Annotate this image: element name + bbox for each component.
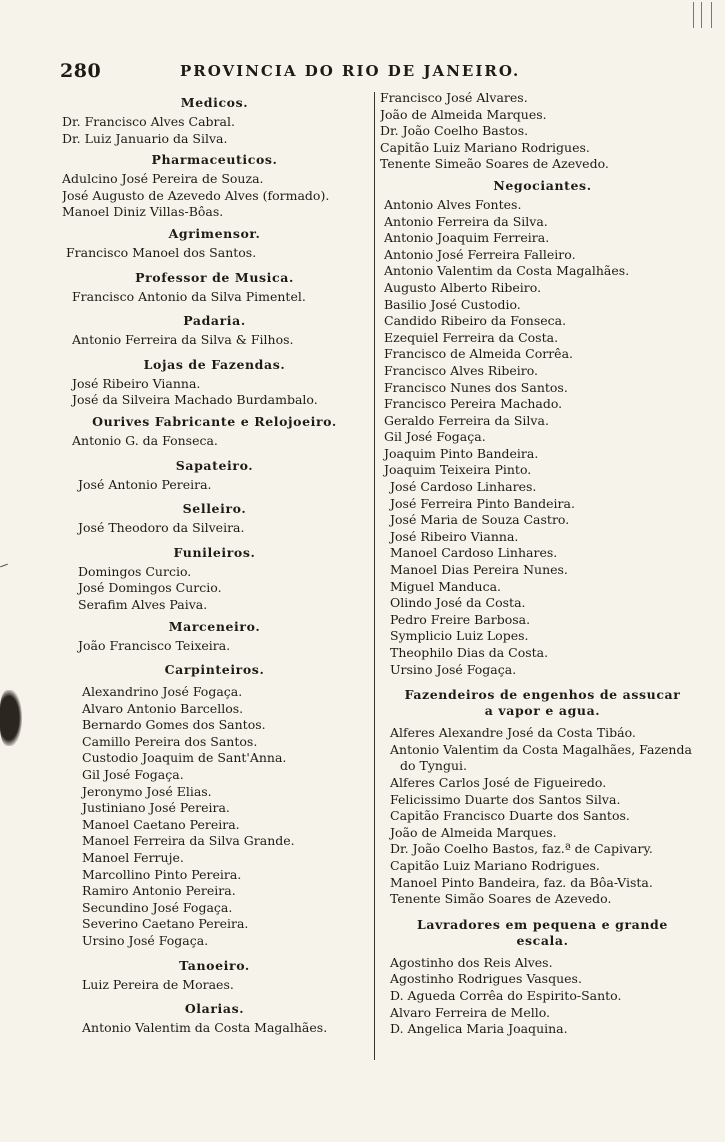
column-divider	[374, 92, 375, 1060]
section-selleiro	[62, 500, 367, 537]
list-item: Alferes Alexandre José da Costa Tibáo.	[390, 725, 636, 741]
section-heading: Carpinteiros.	[164, 662, 265, 678]
list-item: Antonio Joaquim Ferreira.	[384, 230, 550, 246]
list-item: Agostinho dos Reis Alves.	[390, 954, 553, 970]
section-pharmaceuticos	[62, 151, 367, 221]
list-item: Domingos Curcio.	[78, 563, 192, 579]
list-item: Manoel Cardoso Linhares.	[390, 545, 558, 561]
list-item: Manoel Dias Pereira Nunes.	[390, 562, 568, 578]
list-item: Dr. João Coelho Bastos, faz.ª de Capivary.	[390, 841, 653, 857]
list-item: Tenente Simeão Soares de Azevedo.	[380, 156, 609, 172]
section-heading: Pharmaceuticos.	[151, 152, 278, 168]
list-item: João de Almeida Marques.	[390, 824, 557, 840]
section-heading: Sapateiro.	[175, 457, 254, 473]
left-column	[62, 90, 367, 1037]
section-heading: Olarias.	[184, 1001, 245, 1017]
list-item: Ezequiel Ferreira da Costa.	[384, 329, 559, 345]
section-medicos	[62, 94, 367, 147]
section-funileiros	[62, 544, 367, 614]
list-item: José Cardoso Linhares.	[390, 479, 537, 495]
list-item: Adulcino José Pereira de Souza.	[62, 171, 264, 187]
list-item: Alvaro Antonio Barcellos.	[82, 700, 244, 716]
list-item: Felicissimo Duarte dos Santos Silva.	[390, 791, 621, 807]
section-heading-line: Lavradores em pequena e grande	[417, 916, 668, 932]
section-heading: Padaria.	[183, 313, 246, 329]
list-item: Antonio Valentim da Costa Magalhães.	[82, 1020, 328, 1036]
list-item: Manoel Ferreira da Silva Grande.	[82, 833, 295, 849]
list-item: Francisco Alves Ribeiro.	[384, 362, 538, 378]
list-item: Francisco Nunes dos Santos.	[384, 379, 568, 395]
section-heading: Ourives Fabricante e Relojoeiro.	[92, 413, 337, 429]
list-item: Capitão Luiz Mariano Rodrigues.	[380, 139, 590, 155]
list-item: Dr. Francisco Alves Cabral.	[62, 114, 235, 129]
list-item: Manoel Pinto Bandeira, faz. da Bôa-Vista.	[390, 874, 653, 890]
section-heading-line: escala.	[516, 932, 569, 948]
list-item: Bernardo Gomes dos Santos.	[82, 717, 266, 733]
section-heading: Tanoeiro.	[179, 957, 250, 973]
list-item: Manoel Caetano Pereira.	[82, 816, 240, 832]
section-heading: Professor de Musica.	[135, 269, 294, 285]
list-item: José Domingos Curcio.	[78, 580, 222, 596]
list-item: Tenente Simão Soares de Azevedo.	[390, 891, 612, 907]
continued-list	[380, 90, 705, 173]
list-item: Dr. Luiz Januario da Silva.	[62, 130, 228, 146]
section-heading	[380, 917, 705, 949]
list-item: Marcollino Pinto Pereira.	[82, 866, 242, 882]
list-item: Serafim Alves Paiva.	[78, 596, 208, 612]
list-item: José Ribeiro Vianna.	[72, 375, 201, 391]
section-heading: Funileiros.	[173, 544, 256, 560]
list-item: Miguel Manduca.	[390, 578, 501, 594]
list-item: D. Angelica Maria Joaquina.	[390, 1021, 568, 1037]
ink-blot	[0, 690, 22, 746]
list-item: Joaquim Teixeira Pinto.	[384, 462, 532, 478]
list-item: José Maria de Souza Castro.	[390, 512, 570, 528]
list-item: José Augusto de Azevedo Alves (formado).	[62, 187, 330, 203]
list-item: Antonio José Ferreira Falleiro.	[384, 246, 576, 262]
list-item: João Francisco Teixeira.	[78, 637, 231, 653]
list-item: Alferes Carlos José de Figueiredo.	[390, 774, 607, 790]
list-item: Francisco Antonio da Silva Pimentel.	[72, 288, 306, 304]
section-tanoeiro	[62, 957, 367, 994]
section-heading: Lojas de Fazendas.	[143, 356, 286, 372]
list-item: Ursino José Fogaça.	[390, 661, 517, 677]
section-heading: Selleiro.	[182, 501, 247, 517]
section-agrimensor	[62, 225, 367, 262]
section-marceneiro	[62, 618, 367, 655]
list-item: Manoel Diniz Villas-Bôas.	[62, 204, 224, 220]
list-item: João de Almeida Marques.	[380, 106, 547, 122]
section-ourives	[62, 413, 367, 450]
list-item: Antonio G. da Fonseca.	[72, 432, 218, 448]
list-item: Antonio Ferreira da Silva & Filhos.	[72, 332, 294, 348]
section-lojas-de-fazendas	[62, 356, 367, 409]
list-item: Francisco José Alvares.	[380, 90, 528, 105]
list-item: Candido Ribeiro da Fonseca.	[384, 313, 567, 329]
list-item: D. Agueda Corrêa do Espirito-Santo.	[390, 987, 622, 1003]
section-heading	[380, 687, 705, 719]
section-olarias	[62, 1000, 367, 1037]
list-item: Antonio Alves Fontes.	[384, 196, 522, 212]
section-fazendeiros	[380, 687, 705, 908]
list-item: Ramiro Antonio Pereira.	[82, 883, 236, 899]
margin-mark	[0, 564, 8, 568]
list-item: Alvaro Ferreira de Mello.	[390, 1004, 550, 1020]
list-item: Joaquim Pinto Bandeira.	[384, 445, 539, 461]
list-item: Severino Caetano Pereira.	[82, 916, 249, 932]
list-item: Francisco Manoel dos Santos.	[66, 244, 257, 260]
list-item: Justiniano José Pereira.	[82, 800, 230, 816]
section-heading: Marceneiro.	[168, 618, 261, 634]
list-item: Antonio Valentim da Costa Magalhães, Fazenda do Tyngui.	[390, 741, 692, 774]
list-item: Basilio José Custodio.	[384, 296, 521, 312]
list-item: Capitão Luiz Mariano Rodrigues.	[390, 857, 600, 873]
section-padaria	[62, 312, 367, 349]
list-item: Manoel Ferruje.	[82, 850, 184, 866]
list-item: José da Silveira Machado Burdambalo.	[72, 392, 318, 408]
section-professor-de-musica	[62, 269, 367, 306]
section-heading-line: a vapor e agua.	[484, 703, 601, 719]
list-item: Geraldo Ferreira da Silva.	[384, 412, 549, 428]
section-lavradores	[380, 917, 705, 1038]
list-item: Francisco de Almeida Corrêa.	[384, 346, 574, 362]
list-item: José Ferreira Pinto Bandeira.	[390, 495, 575, 511]
list-item: Gil José Fogaça.	[82, 767, 184, 783]
section-negociantes	[380, 177, 705, 678]
list-item: Symplicio Luiz Lopes.	[390, 628, 529, 644]
page-number: 280	[60, 60, 102, 82]
list-item: Secundino José Fogaça.	[82, 899, 233, 915]
section-heading: Agrimensor.	[168, 225, 261, 241]
list-item: Capitão Francisco Duarte dos Santos.	[390, 808, 630, 824]
list-item: Augusto Alberto Ribeiro.	[384, 279, 542, 295]
list-item: José Antonio Pereira.	[78, 476, 212, 492]
list-item: Alexandrino José Fogaça.	[82, 684, 243, 700]
right-column	[380, 90, 705, 1038]
list-item: Luiz Pereira de Moraes.	[82, 976, 234, 992]
list-item: Theophilo Dias da Costa.	[390, 645, 549, 660]
list-item: Francisco Pereira Machado.	[384, 396, 563, 412]
list-item: José Theodoro da Silveira.	[78, 520, 245, 536]
list-item: Jeronymo José Elias.	[82, 783, 212, 799]
running-title: PROVINCIA DO RIO DE JANEIRO.	[180, 62, 521, 80]
list-item: Camillo Pereira dos Santos.	[82, 733, 258, 749]
list-item: Antonio Ferreira da Silva.	[384, 213, 548, 229]
section-heading: Negociantes.	[493, 177, 592, 193]
list-item: Custodio Joaquim de Sant'Anna.	[82, 750, 287, 766]
list-item: Gil José Fogaça.	[384, 429, 486, 445]
list-item: Dr. João Coelho Bastos.	[380, 123, 529, 139]
section-heading-line: Fazendeiros de engenhos de assucar	[404, 687, 681, 703]
list-item: Ursino José Fogaça.	[82, 933, 209, 948]
list-item: Antonio Valentim da Costa Magalhães.	[384, 263, 630, 279]
list-item: José Ribeiro Vianna.	[390, 528, 519, 544]
list-item: Olindo José da Costa.	[390, 595, 526, 611]
section-heading: Medicos.	[180, 95, 249, 110]
section-carpinteiros	[62, 661, 367, 950]
scan-edge-marks	[689, 2, 719, 32]
section-sapateiro	[62, 457, 367, 494]
list-item: Pedro Freire Barbosa.	[390, 611, 531, 627]
list-item: Agostinho Rodrigues Vasques.	[390, 971, 582, 987]
